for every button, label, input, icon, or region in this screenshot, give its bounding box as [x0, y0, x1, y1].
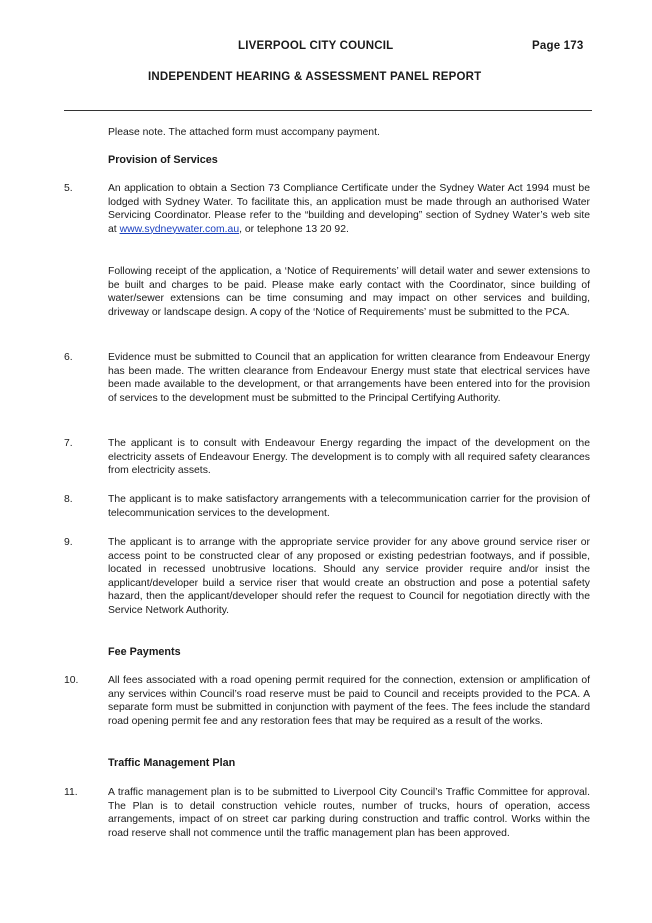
sydney-water-link[interactable]: www.sydneywater.com.au: [119, 223, 240, 235]
item-5-paragraph-2: Following receipt of the application, a ‘Notice of Requirements’ will detail water and sewer extensions to be built and charges to be paid. Please make early contact with the Coordinator, since building of water/sewer extensions can be time consuming and may impact on other services and building, driveway or landscape design. A copy of the ‘Notice of Requirements’ must be submitted to the PCA.: [108, 266, 590, 318]
council-title: LIVERPOOL CITY COUNCIL: [238, 40, 394, 52]
item-5-text-a: An application to obtain a Section 73 Compliance Certificate under the Sydney Water Act 1994 must be lodged with Sydney Water. To facilitate this, an application must be made through an authorised Water Servicing Coordinator. Please refer to the “building and developing” section of Sydney Water’s web site at: [108, 183, 590, 235]
payment-note: Please note. The attached form must accompany payment.: [108, 127, 380, 138]
item-9-paragraph: The applicant is to arrange with the appropriate service provider for any above ground service riser or access point to be constructed clear of any proposed or existing pedestrian footways, and if possible, located in recessed unobtrusive locations. Should any service provider require and/or insist the applicant/developer build a service riser that would create an obstruction and pose a potential safety hazard, then the applicant/developer should refer the request to Council for negotiation directly with the Service Network Authority.: [108, 537, 590, 616]
item-number: 9.: [64, 537, 73, 548]
item-7-paragraph: The applicant is to consult with Endeavour Energy regarding the impact of the development on the electricity assets of Endeavour Energy. The development is to comply with all required safety clearances from electricity assets.: [108, 438, 590, 477]
report-title: INDEPENDENT HEARING & ASSESSMENT PANEL REPORT: [148, 71, 482, 83]
header-divider: [64, 110, 592, 111]
item-number: 5.: [64, 183, 73, 194]
item-5-paragraph-1: [108, 182, 590, 236]
item-6-paragraph: Evidence must be submitted to Council that an application for written clearance from Endeavour Energy has been made. The written clearance from Endeavour Energy must state that electrical services have been made available to the development, or that arrangements have been entered into for the provision of services to the development must be submitted to the Principal Certifying Authority.: [108, 352, 590, 404]
item-number: 11.: [64, 787, 78, 798]
section-heading-fees: Fee Payments: [108, 646, 181, 658]
item-10-paragraph: All fees associated with a road opening permit required for the connection, extension or amplification of any services within Council’s road reserve must be paid to Council and receipts provided to the PCA. A separate form must be submitted in conjunction with payment of the fees. The fees include the standard road opening permit fee and any restoration fees that may be required as a result of the works.: [108, 675, 590, 727]
item-5-text-b: , or telephone 13 20 92.: [239, 223, 349, 235]
item-number: 10.: [64, 675, 79, 686]
section-heading-services: Provision of Services: [108, 154, 218, 166]
item-11-paragraph: A traffic management plan is to be submitted to Liverpool City Council’s Traffic Committee for approval. The Plan is to detail construction vehicle routes, number of trucks, hours of operation, access arrangements, impact of on street car parking during construction and traffic control. Works within the road reserve shall not commence until the traffic management plan has been approved.: [108, 787, 590, 839]
item-number: 8.: [64, 494, 73, 505]
page-number: Page 173: [532, 40, 584, 52]
item-8-paragraph: The applicant is to make satisfactory arrangements with a telecommunication carrier for the provision of telecommunication services to the development.: [108, 494, 590, 519]
section-heading-traffic: Traffic Management Plan: [108, 757, 236, 769]
item-number: 7.: [64, 438, 73, 449]
item-number: 6.: [64, 352, 73, 363]
